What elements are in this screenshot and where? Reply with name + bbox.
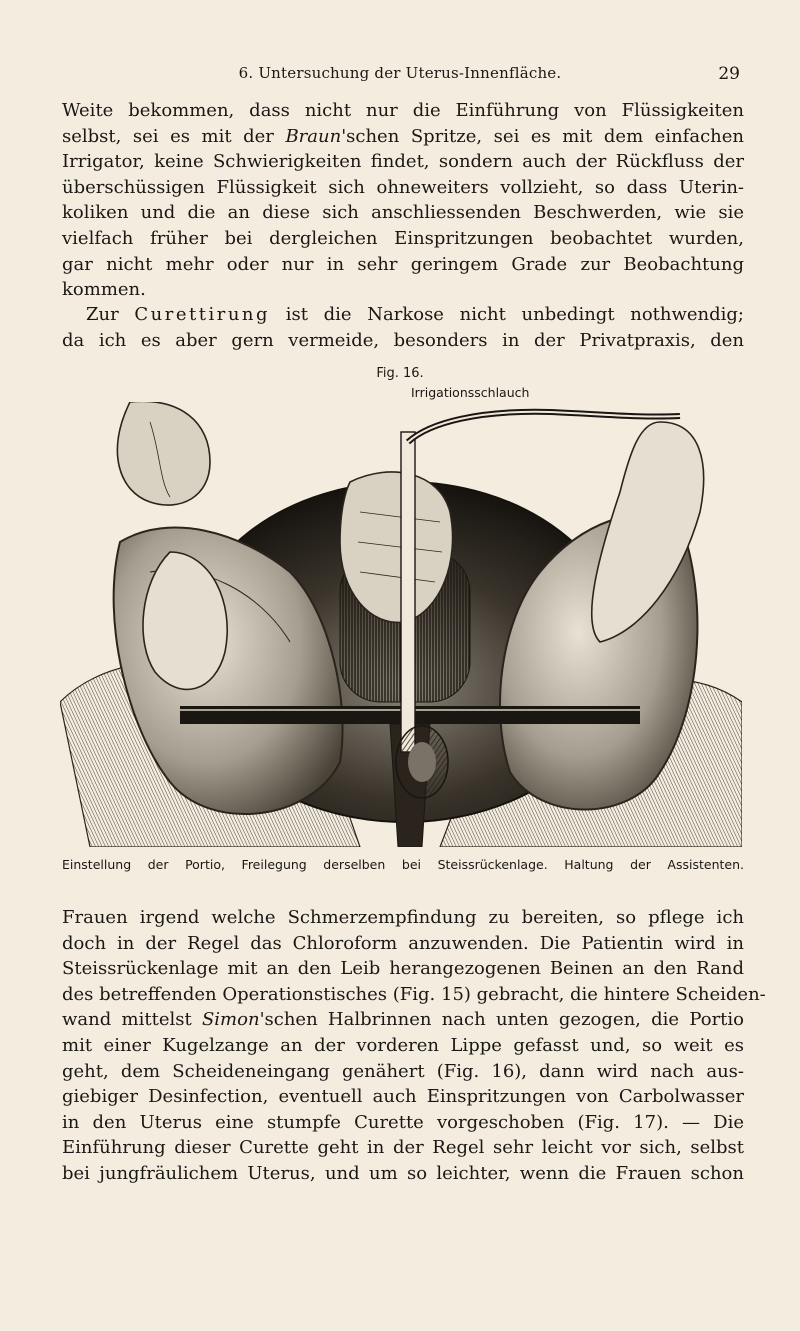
text-line: da ich es aber gern vermeide, besonders in der Privatpraxis, den xyxy=(62,329,744,351)
running-head xyxy=(60,64,740,86)
figure-label: Fig. 16. xyxy=(376,366,424,381)
left-hand xyxy=(117,402,210,505)
text-line: doch in der Regel das Chloroform anzuwenden. Die Patientin wird in xyxy=(62,932,744,954)
figure-caption: Einstellung der Portio, Freilegung derselben bei Steissrückenlage. Haltung der Assistenten. xyxy=(62,857,744,872)
paragraph-1 xyxy=(62,98,744,303)
text-line: überschüssigen Flüssigkeit sich ohneweiters vollzieht, so dass Uterin- xyxy=(62,176,744,198)
text-line: Weite bekommen, dass nicht nur die Einführung von Flüssigkeiten xyxy=(62,100,744,121)
text-line: geht, dem Scheideneingang genähert (Fig. 16), dann wird nach aus- xyxy=(62,1060,744,1082)
paragraph-3 xyxy=(62,905,766,1187)
text-line: gar nicht mehr oder nur in sehr geringem Grade zur Beobachtung xyxy=(62,253,744,275)
text-line: Irrigator, keine Schwierigkeiten findet, sondern auch der Rückfluss der xyxy=(62,151,744,173)
figure-part-label: Irrigationsschlauch xyxy=(411,385,530,400)
text-line: wand mittelst Simon'schen Halbrinnen nach unten gezogen, die Portio xyxy=(62,1009,744,1031)
text-line: Zur Curettirung ist die Narkose nicht unbedingt nothwendig; xyxy=(86,304,744,325)
forceps-handle xyxy=(401,432,415,752)
page-number: 29 xyxy=(718,64,740,84)
text-line: kommen. xyxy=(62,279,146,301)
chapter-title: 6. Untersuchung der Uterus-Innenfläche. xyxy=(238,64,562,82)
text-line: mit einer Kugelzange an der vorderen Lippe gefasst und, so weit es xyxy=(62,1034,744,1056)
text-line: des betreffenden Operationstisches (Fig. 15) gebracht, die hintere Scheiden- xyxy=(62,983,766,1005)
paragraph-2 xyxy=(62,302,744,353)
text-line: Steissrückenlage mit an den Leib herangezogenen Beinen an den Rand xyxy=(62,958,744,980)
text-line: koliken und die an diese sich anschliessenden Beschwerden, wie sie xyxy=(62,202,744,224)
text-line: selbst, sei es mit der Braun'schen Spritze, sei es mit dem einfachen xyxy=(62,125,744,147)
text-line: bei jungfräulichem Uterus, und um so leichter, wenn die Frauen schon xyxy=(62,1162,744,1184)
text-line: in den Uterus eine stumpfe Curette vorgeschoben (Fig. 17). — Die xyxy=(62,1111,744,1133)
text-line: giebiger Desinfection, eventuell auch Einspritzungen von Carbolwasser xyxy=(62,1086,744,1108)
text-line: vielfach früher bei dergleichen Einspritzungen beobachtet wurden, xyxy=(62,227,744,249)
figure-illustration xyxy=(60,402,742,847)
text-line: Einführung dieser Curette geht in der Regel sehr leicht vor sich, selbst xyxy=(62,1137,744,1159)
text-line: Frauen irgend welche Schmerzempfindung zu bereiten, so pflege ich xyxy=(62,907,744,928)
